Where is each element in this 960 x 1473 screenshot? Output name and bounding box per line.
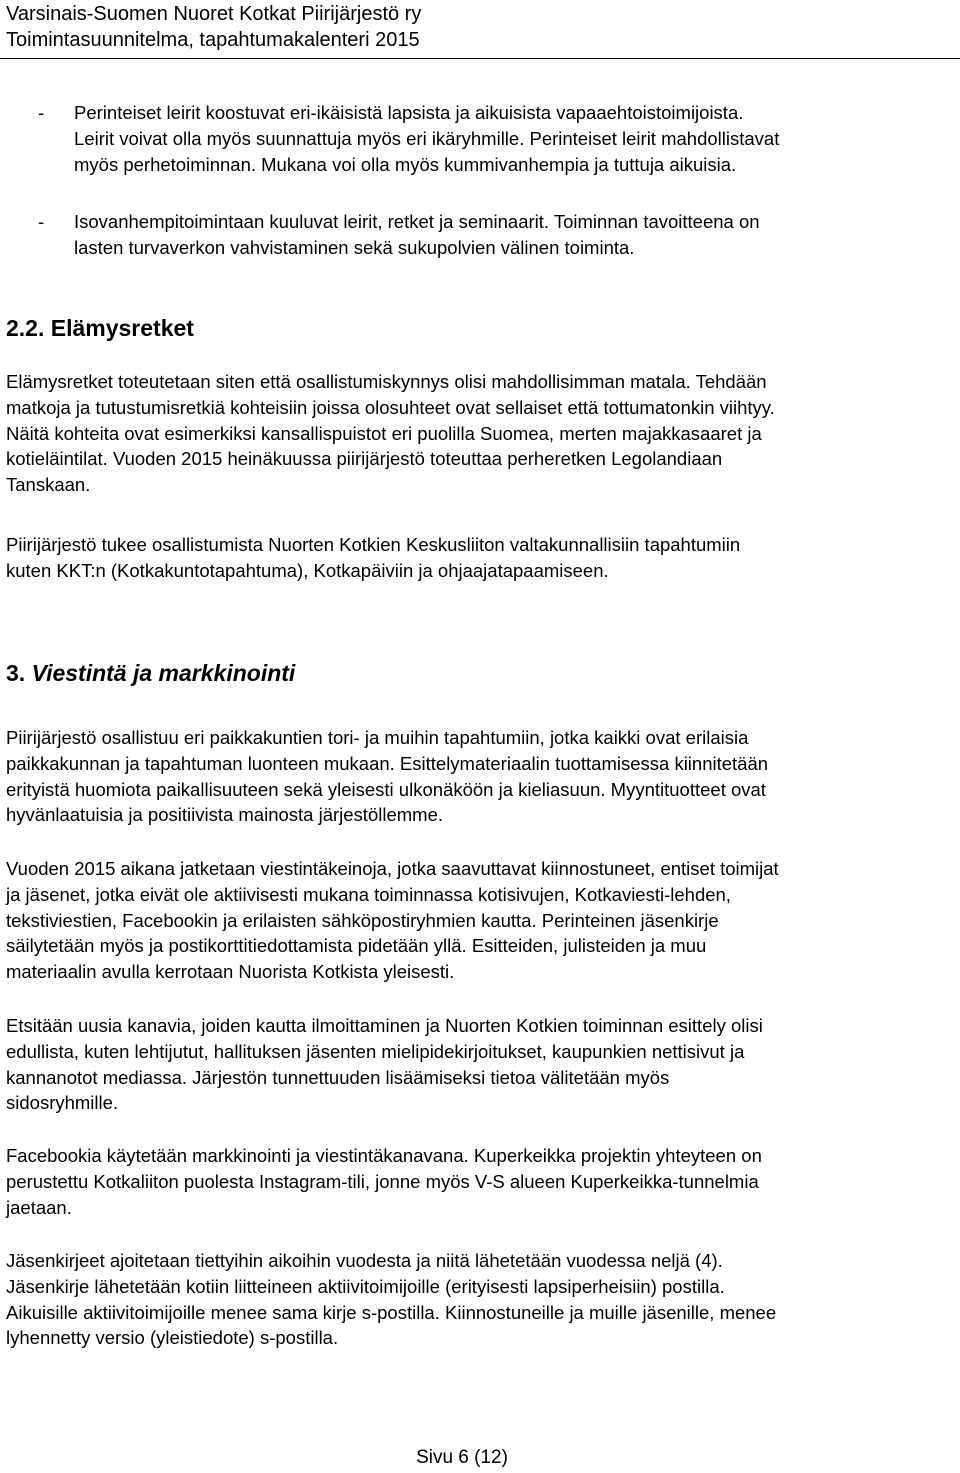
text-line: hyvänlaatuisia ja positiivista mainosta järjestöllemme. <box>6 804 443 826</box>
paragraph <box>6 1143 956 1220</box>
section-heading-viestinta <box>6 659 295 687</box>
text-line: jaetaan. <box>6 1196 72 1218</box>
text-line: sidosryhmille. <box>6 1092 119 1114</box>
text-line: Facebookia käytetään markkinointi ja viestintäkanavana. Kuperkeikka projektin yhteyteen on <box>6 1145 762 1166</box>
text-line: Aikuisille aktiivitoimijoille menee sama kirje s-postilla. Kiinnostuneille ja muille jäsenille, menee <box>6 1301 777 1323</box>
header-divider <box>0 58 960 59</box>
text-line: Jäsenkirjeet ajoitetaan tiettyihin aikoihin vuodesta ja niitä lähetetään vuodessa neljä (4). <box>6 1250 723 1271</box>
text-line: perustettu Kotkaliiton puolesta Instagram-tili, jonne myös V-S alueen Kuperkeikka-tunnelmia <box>6 1170 759 1192</box>
page-number: Sivu 6 (12) <box>416 1447 508 1468</box>
text-line: kuten KKT:n (Kotkakuntotapahtuma), Kotkapäiviin ja ohjaajatapaamiseen. <box>6 559 609 581</box>
text-line: Piirijärjestö osallistuu eri paikkakuntien tori- ja muihin tapahtumiin, jotka kaikki ovat erilaisia <box>6 727 749 748</box>
bullet-dash: - <box>38 102 45 123</box>
text-line: lasten turvaverkon vahvistaminen sekä sukupolvien välinen toiminta. <box>74 236 635 258</box>
paragraph <box>6 725 956 828</box>
text-line: kotieläintilat. Vuoden 2015 heinäkuussa piirijärjestö toteuttaa perheretken Legolandiaan <box>6 448 723 470</box>
section-heading-elamysretket: 2.2. Elämysretket <box>6 315 194 341</box>
section-title: Viestintä ja markkinointi <box>31 660 296 686</box>
text-line: Tanskaan. <box>6 474 91 496</box>
text-line: Vuoden 2015 aikana jatketaan viestintäkeinoja, jotka saavuttavat kiinnostuneet, entiset toimijat <box>6 858 779 879</box>
text-line: Jäsenkirje lähetetään kotiin liitteineen aktiivitoimijoille (erityisesti lapsiperheisiin) postilla. <box>6 1275 725 1297</box>
document-title: Toimintasuunnitelma, tapahtumakalenteri 2015 <box>6 29 420 51</box>
text-line: Isovanhempitoimintaan kuuluvat leirit, retket ja seminaarit. Toiminnan tavoitteena on <box>74 211 760 232</box>
paragraph <box>6 1013 956 1116</box>
text-line: Perinteiset leirit koostuvat eri-ikäisistä lapsista ja aikuisista vapaaehtoistoimijoista. <box>74 102 744 123</box>
text-line: erityistä huomiota paikallisuuteen sekä yleisesti ulkonäköön ja kieliasuun. Myyntituotteet ovat <box>6 778 766 800</box>
organization-name: Varsinais-Suomen Nuoret Kotkat Piirijärjestö ry <box>6 3 422 25</box>
text-line: edullista, kuten lehtijutut, hallituksen jäsenten mielipidekirjoitukset, kaupunkien nettisivut ja <box>6 1040 745 1062</box>
text-line: kannanotot mediassa. Järjestön tunnettuuden lisäämiseksi tietoa välitetään myös <box>6 1066 670 1088</box>
text-line: säilytetään myös ja postikorttitiedottamista pidetään yllä. Esitteiden, julisteiden ja muu <box>6 935 707 957</box>
text-line: tekstiviestien, Facebookin ja erilaisten sähköpostiryhmien kautta. Perinteinen jäsenkirje <box>6 909 719 931</box>
text-line: Etsitään uusia kanavia, joiden kautta ilmoittaminen ja Nuorten Kotkien toiminnan esittely olisi <box>6 1015 763 1036</box>
bullet-dash: - <box>38 211 45 232</box>
section-number: 3. <box>6 660 26 686</box>
paragraph <box>6 856 956 985</box>
paragraph <box>6 369 956 498</box>
text-line: Näitä kohteita ovat esimerkiksi kansallispuistot eri puolilla Suomea, merten majakkasaaret ja <box>6 422 762 444</box>
text-line: paikkakunnan ja tapahtuman luonteen mukaan. Esittelymateriaalin tuottamisessa kiinnitetään <box>6 752 769 774</box>
text-line: ja jäsenet, jotka eivät ole aktiivisesti mukana toiminnassa kotisivujen, Kotkaviesti-lehden, <box>6 883 731 905</box>
paragraph <box>6 532 956 584</box>
text-line: Leirit voivat olla myös suunnattuja myös eri ikäryhmille. Perinteiset leirit mahdollistavat <box>74 127 780 149</box>
text-line: Elämysretket toteutetaan siten että osallistumiskynnys olisi mahdollisimman matala. Tehdään <box>6 371 767 392</box>
text-line: lyhennetty versio (yleistiedote) s-postilla. <box>6 1327 339 1349</box>
text-line: Piirijärjestö tukee osallistumista Nuorten Kotkien Keskusliiton valtakunnallisiin tapahtumiin <box>6 534 741 555</box>
bullet-text <box>74 100 954 177</box>
text-line: myös perhetoiminnan. Mukana voi olla myös kummivanhempia ja tuttuja aikuisia. <box>74 153 737 175</box>
bullet-text <box>74 209 954 261</box>
text-line: materiaalin avulla kerrotaan Nuorista Kotkista yleisesti. <box>6 961 455 983</box>
paragraph <box>6 1248 956 1351</box>
text-line: matkoja ja tutustumisretkiä kohteisiin joissa olosuhteet ovat sellaiset että tottumatonkin viihtyy. <box>6 396 775 418</box>
